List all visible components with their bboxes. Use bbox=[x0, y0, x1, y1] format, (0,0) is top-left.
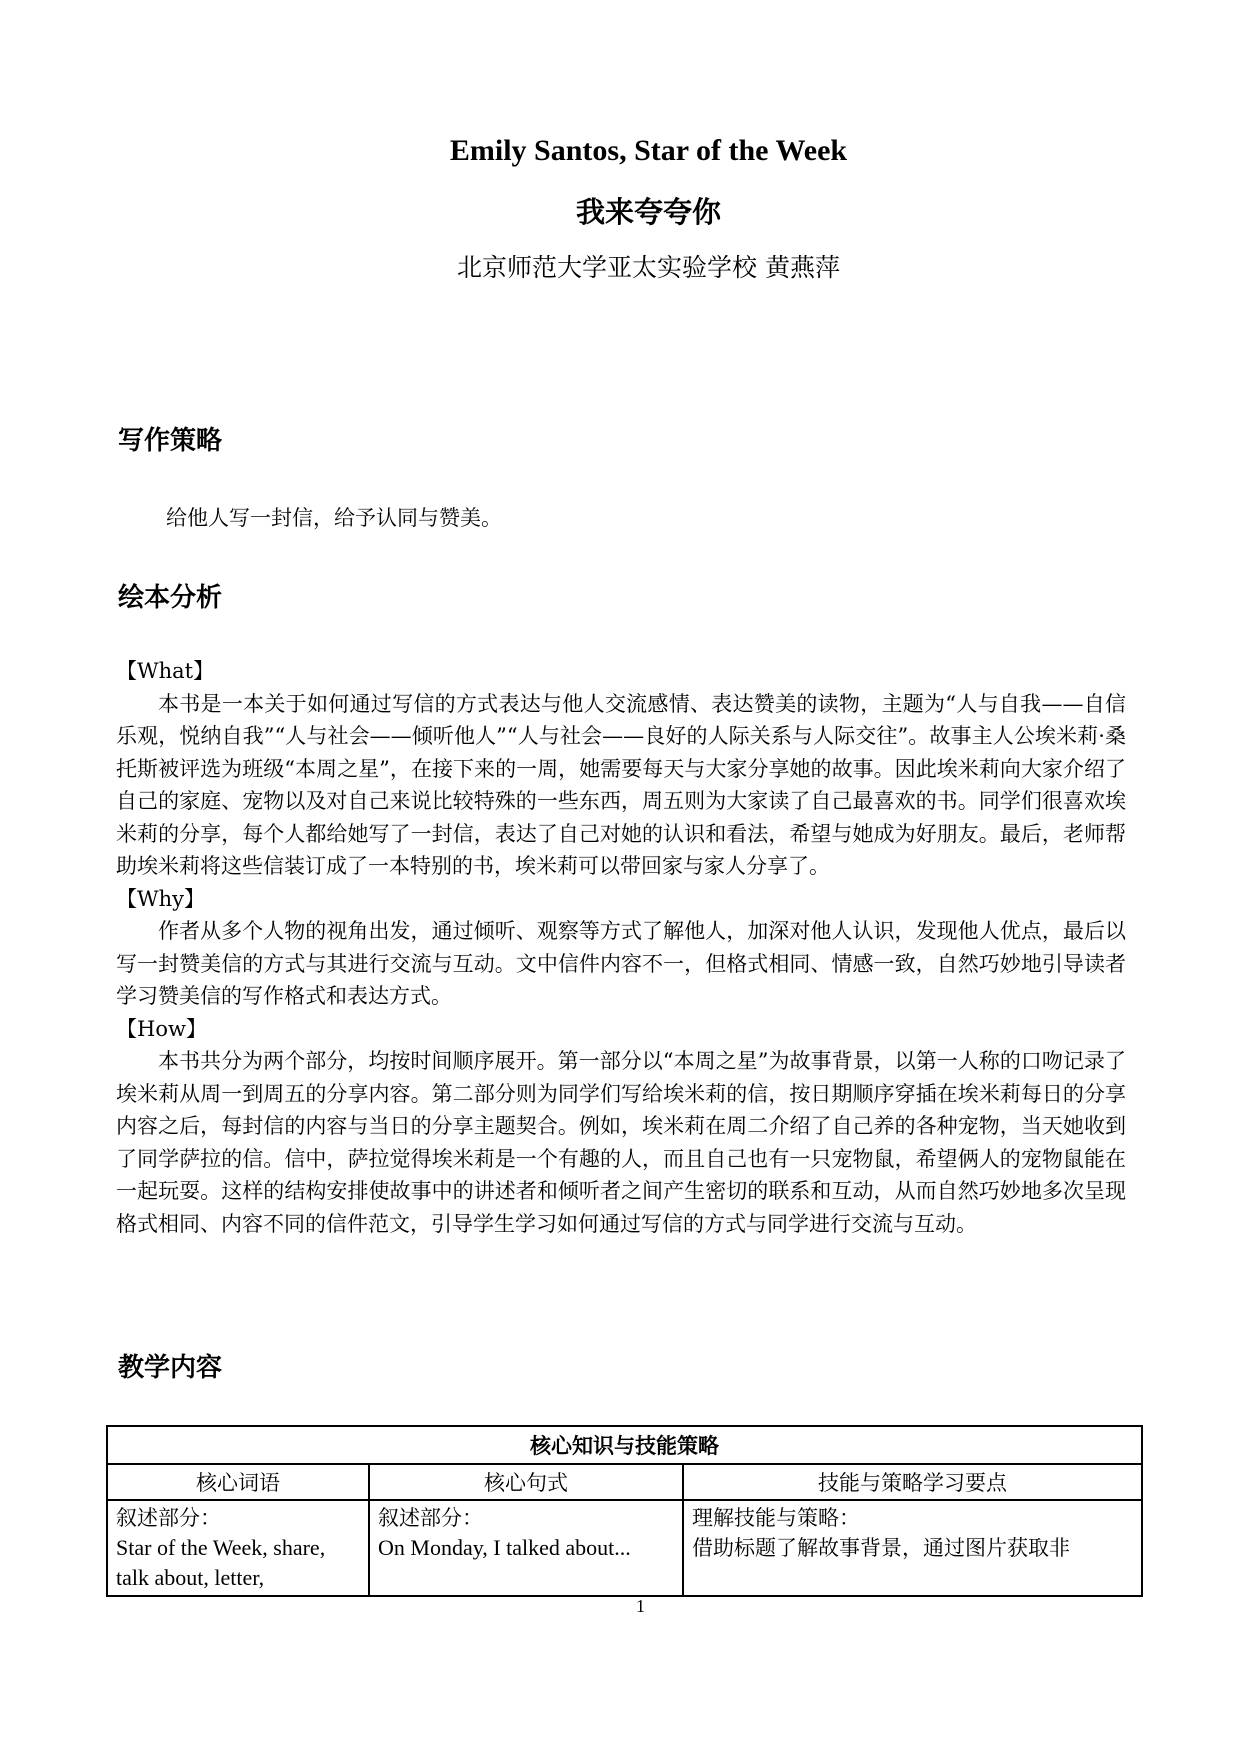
heading-teaching-content: 教学内容 bbox=[118, 1353, 223, 1383]
how-paragraph: 本书共分为两个部分，均按时间顺序展开。第一部分以“本周之星”为故事背景，以第一人称的口吻记录了埃米莉从周一到周五的分享内容。第二部分则为同学们写给埃米莉的信，按日期顺序穿插在埃米莉每日的分享内容之后，每封信的内容与当日的分享主题契合。例如，埃米莉在周二介绍了自己养的各种宠物，当天她收到了同学萨拉的信。信中，萨拉觉得埃米莉是一个有趣的人，而且自己也有一只宠物鼠，希望俩人的宠物鼠能在一起玩耍。这样的结构安排使故事中的讲述者和倾听者之间产生密切的联系和互动，从而自然巧妙地多次呈现格式相同、内容不同的信件范文，引导学生学习如何通过写信的方式与同学进行交流与互动。 bbox=[116, 1049, 1126, 1236]
column-header-core-sentences: 核心句式 bbox=[369, 1464, 683, 1500]
cell-text: On Monday, I talked about... bbox=[378, 1535, 631, 1560]
column-header-skills-strategies: 技能与策略学习要点 bbox=[683, 1464, 1142, 1500]
writing-strategy-text: 给他人写一封信，给予认同与赞美。 bbox=[166, 506, 502, 530]
heading-book-analysis: 绘本分析 bbox=[118, 583, 223, 613]
page-number: 1 bbox=[636, 1596, 645, 1616]
title-chinese: 我来夸夸你 bbox=[575, 195, 721, 229]
cell-text: Star of the Week, share, talk about, letter, bbox=[116, 1535, 326, 1590]
cell-text: 借助标题了解故事背景，通过图片获取非 bbox=[692, 1536, 1070, 1560]
book-analysis-body bbox=[116, 655, 1126, 1240]
core-knowledge-table bbox=[106, 1425, 1143, 1597]
table-caption: 核心知识与技能策略 bbox=[107, 1426, 1142, 1464]
what-tag: 【What】 bbox=[116, 659, 215, 683]
author-line: 北京师范大学亚太实验学校 黄燕萍 bbox=[457, 253, 840, 282]
table-cell bbox=[683, 1500, 1142, 1596]
table-cell bbox=[369, 1500, 683, 1596]
heading-writing-strategy: 写作策略 bbox=[118, 426, 223, 456]
column-header-core-words: 核心词语 bbox=[107, 1464, 369, 1500]
why-paragraph: 作者从多个人物的视角出发，通过倾听、观察等方式了解他人，加深对他人认识，发现他人优点，最后以写一封赞美信的方式与其进行交流与互动。文中信件内容不一，但格式相同、情感一致，自然巧妙地引导读者学习赞美信的写作格式和表达方式。 bbox=[116, 919, 1126, 1008]
cell-label: 叙述部分： bbox=[378, 1506, 483, 1530]
table-row bbox=[107, 1500, 1142, 1596]
how-tag: 【How】 bbox=[116, 1016, 207, 1041]
table-cell bbox=[107, 1500, 369, 1596]
what-paragraph: 本书是一本关于如何通过写信的方式表达与他人交流感情、表达赞美的读物，主题为“人与自我——自信乐观，悦纳自我”“人与社会——倾听他人”“人与社会——良好的人际关系与人际交往”。故事主人公埃米莉·桑托斯被评选为班级“本周之星”，在接下来的一周，她需要每天与大家分享她的故事。因此埃米莉向大家介绍了自己的家庭、宠物以及对自己来说比较特殊的一些东西，周五则为大家读了自己最喜欢的书。同学们很喜欢埃米莉的分享，每个人都给她写了一封信，表达了自己对她的认识和看法，希望与她成为好朋友。最后，老师帮助埃米莉将这些信装订成了一本特别的书，埃米莉可以带回家与家人分享了。 bbox=[116, 691, 1126, 878]
cell-label: 理解技能与策略： bbox=[692, 1506, 860, 1530]
why-tag: 【Why】 bbox=[116, 886, 205, 911]
title-english: Emily Santos, Star of the Week bbox=[449, 134, 848, 167]
cell-label: 叙述部分： bbox=[116, 1506, 221, 1530]
